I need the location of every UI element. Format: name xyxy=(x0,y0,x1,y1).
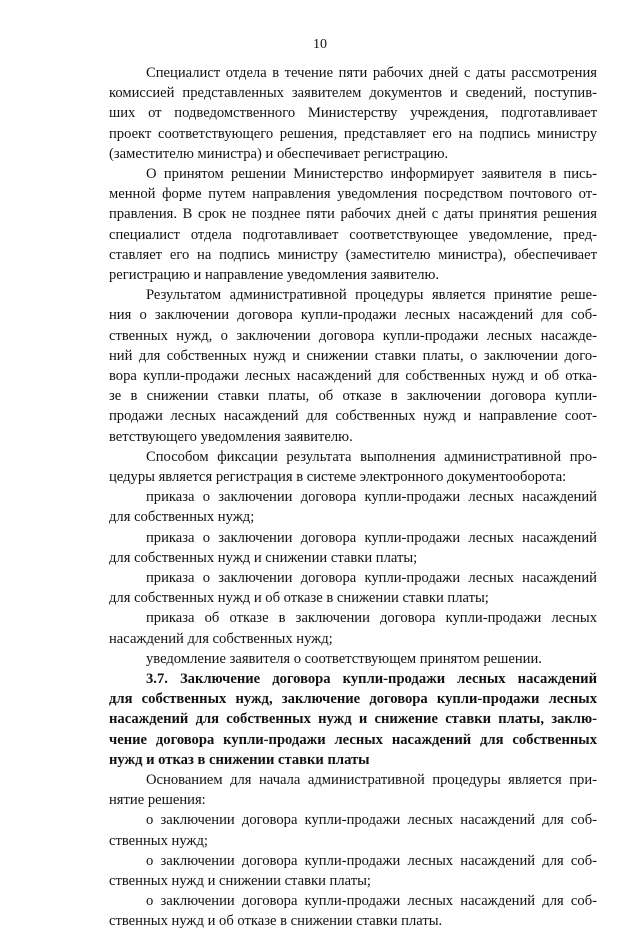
text-line: цедуры является регистрация в системе электронного документооборота: xyxy=(109,469,567,485)
text-line: ния о заключении договора купли-продажи лесных насаждений для соб- xyxy=(109,307,597,324)
text-line: Основанием для начала административной процедуры является при- xyxy=(146,772,597,788)
text-line: нятие решения: xyxy=(109,792,206,809)
text-line: о заключении договора купли-продажи лесных насаждений для соб- xyxy=(146,852,597,869)
text-line: О принятом решении Министерство информирует заявителя в пись- xyxy=(146,166,597,182)
section-heading-line: чение договора купли-продажи лесных насаждений для собственных xyxy=(109,731,597,748)
text-line: приказа о заключении договора купли-продажи лесных насаждений xyxy=(146,529,597,546)
text-line: о заключении договора купли-продажи лесных насаждений для соб- xyxy=(146,812,597,829)
text-line: приказа об отказе в заключении договора купли-продажи лесных xyxy=(146,610,597,627)
text-line: зе в снижении ставки платы, об отказе в заключении договора купли- xyxy=(109,388,597,405)
text-line: ственных нужд, о заключении договора купли-продажи лесных насажде- xyxy=(109,327,597,344)
text-line: продажи лесных насаждений для собственных нужд и направление соот- xyxy=(109,408,597,425)
text-line: Способом фиксации результата выполнения административной про- xyxy=(146,448,597,465)
text-line: вора купли-продажи лесных насаждений для собственных нужд и об отка- xyxy=(109,368,597,384)
text-line: для собственных нужд; xyxy=(109,509,255,526)
text-line: Специалист отдела в течение пяти рабочих дней с даты рассмотрения xyxy=(146,65,597,81)
text-line: ших от подведомственного Министерству учреждения, подготавливает xyxy=(109,105,597,122)
text-line: уведомление заявителя о соответствующем принятом решении. xyxy=(146,650,542,667)
section-heading-line: для собственных нужд, заключение договора купли-продажи лесных xyxy=(109,691,597,708)
text-line: приказа о заключении договора купли-продажи лесных насаждений xyxy=(146,570,597,586)
text-line: регистрацию и направление уведомления заявителю. xyxy=(109,267,440,283)
text-line: для собственных нужд и снижении ставки платы; xyxy=(109,549,418,566)
text-line: (заместителю министра) и обеспечивает регистрацию. xyxy=(109,145,449,162)
section-heading-line: нужд и отказ в снижении ставки платы xyxy=(109,751,370,768)
text-line: специалист отдела подготавливает соответствующее уведомление, пред- xyxy=(109,226,597,243)
text-line: ставляет его на подпись министру (заместителю министра), обеспечивает xyxy=(109,246,597,263)
text-line: менной форме путем направления уведомления посредством почтового от- xyxy=(109,186,597,203)
text-line: ветствующего уведомления заявителю. xyxy=(109,428,353,445)
section-heading-line: 3.7. Заключение договора купли-продажи лесных насаждений xyxy=(146,671,597,687)
text-line: насаждений для собственных нужд; xyxy=(109,630,333,647)
text-line: ний для собственных нужд и снижении ставки платы, о заключении дого- xyxy=(109,347,597,364)
text-line: приказа о заключении договора купли-продажи лесных насаждений xyxy=(146,489,597,506)
text-line: ственных нужд и снижении ставки платы; xyxy=(109,873,371,889)
text-line: ственных нужд и об отказе в снижении ставки платы. xyxy=(109,913,443,930)
text-line: проект соответствующего решения, представляет его на подпись министру xyxy=(109,125,597,142)
text-line: комиссией представленных заявителем документов и сведений, поступив- xyxy=(109,85,597,102)
page-number: 10 xyxy=(313,37,327,52)
text-line: ственных нужд; xyxy=(109,832,208,849)
text-line: о заключении договора купли-продажи лесных насаждений для соб- xyxy=(146,893,597,910)
text-line: для собственных нужд и об отказе в снижении ставки платы; xyxy=(109,590,489,607)
text-line: Результатом административной процедуры является принятие реше- xyxy=(146,287,597,304)
text-line: правления. В срок не позднее пяти рабочих дней с даты принятия решения xyxy=(109,206,597,223)
section-heading-line: насаждений для собственных нужд и снижение ставки платы, заклю- xyxy=(109,711,597,728)
